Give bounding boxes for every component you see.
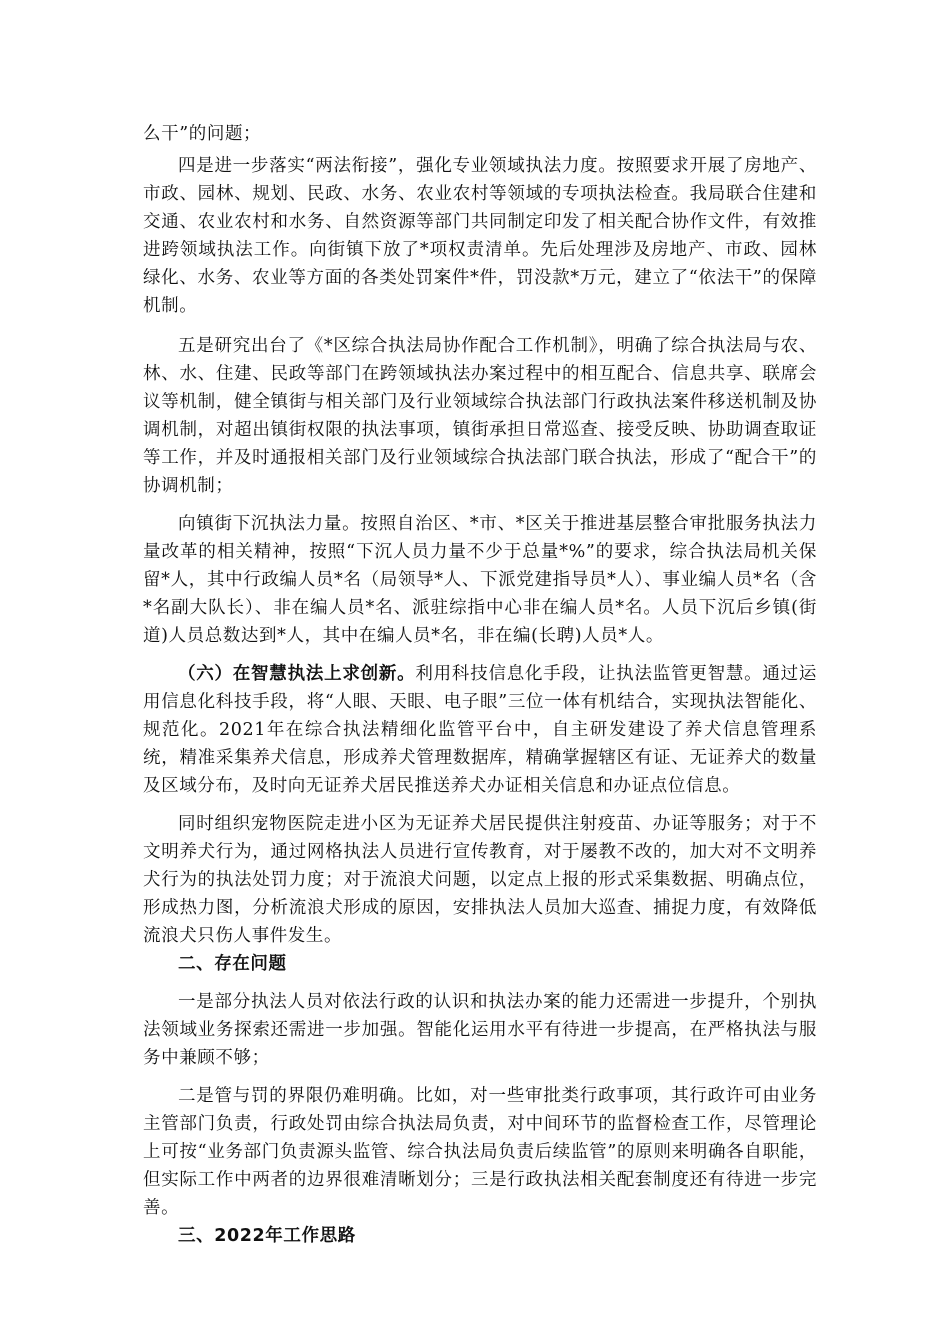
heading-work-plan-2022: 三、2022年工作思路	[178, 1226, 356, 1246]
section-six-body: 利用科技信息化手段，让执法监管更智慧。通过运用信息化科技手段，将“人眼、天眼、电子眼”三位一体有机结合，实现执法智能化、规范化。2021年在综合执法精细化监管平台中，自主研发建设了养犬信息管理系统，精准采集养犬信息，形成养犬管理数据库，精确掌握辖区有证、无证养犬的数量及区域分布，及时向无证养犬居民推送养犬办证相关信息和办证点位信息。	[143, 664, 817, 796]
paragraph-cooperation-mechanism: 五是研究出台了《*区综合执法局协作配合工作机制》，明确了综合执法局与农、林、水、住建、民政等部门在跨领域执法办案过程中的相互配合、信息共享、联席会议等机制，健全镇街与相关部门及行业领域综合执法部门行政执法案件移送机制及协调机制，对超出镇街权限的执法事项，镇街承担日常巡查、接受反映、协助调查取证等工作，并及时通报相关部门及行业领域综合执法部门联合执法，形成了“配合干”的协调机制；	[143, 336, 817, 496]
paragraph-problem-two: 二是管与罚的界限仍难明确。比如，对一些审批类行政事项，其行政许可由业务主管部门负责，行政处罚由综合执法局负责，对中间环节的监督检查工作，尽管理论上可按“业务部门负责源头监管、综合执法局负责后续监管”的原则来明确各自职能，但实际工作中两者的边界很难清晰划分；三是行政执法相关配套制度还有待进一步完善。	[143, 1086, 817, 1218]
paragraph-dog-management: 同时组织宠物医院走进小区为无证养犬居民提供注射疫苗、办证等服务；对于不文明养犬行为，通过网格执法人员进行宣传教育，对于屡教不改的，加大对不文明养犬行为的执法处罚力度；对于流浪犬问题，以定点上报的形式采集数据、明确点位，形成热力图，分析流浪犬形成的原因，安排执法人员加大巡查、捕捉力度，有效降低流浪犬只伤人事件发生。	[143, 814, 817, 946]
paragraph-smart-enforcement	[143, 660, 817, 800]
paragraph-problem-one: 一是部分执法人员对依法行政的认识和执法办案的能力还需进一步提升，个别执法领域业务探索还需进一步加强。智能化运用水平有待进一步提高，在严格执法与服务中兼顾不够；	[143, 992, 817, 1068]
paragraph-two-laws-connection: 四是进一步落实“两法衔接”，强化专业领域执法力度。按照要求开展了房地产、市政、园林、规划、民政、水务、农业农村等领域的专项执法检查。我局联合住建和交通、农业农村和水务、自然资源等部门共同制定印发了相关配合协作文件，有效推进跨领域执法工作。向街镇下放了*项权责清单。先后处理涉及房地产、市政、园林绿化、水务、农业等方面的各类处罚案件*件，罚没款*万元，建立了“依法干”的保障机制。	[143, 156, 817, 316]
section-six-lead: （六）在智慧执法上求创新。	[178, 664, 416, 684]
paragraph-continuation: 么干”的问题；	[143, 124, 262, 144]
document-page	[143, 120, 817, 1250]
heading-existing-problems: 二、存在问题	[178, 954, 287, 974]
paragraph-enforcement-staff: 向镇街下沉执法力量。按照自治区、*市、*区关于推进基层整合审批服务执法力量改革的相关精神，按照“下沉人员力量不少于总量*%”的要求，综合执法局机关保留*人，其中行政编人员*名（局领导*人、下派党建指导员*人）、事业编人员*名（含*名副大队长）、非在编人员*名、派驻综指中心非在编人员*名。人员下沉后乡镇(街道)人员总数达到*人，其中在编人员*名，非在编(长聘)人员*人。	[143, 514, 817, 646]
